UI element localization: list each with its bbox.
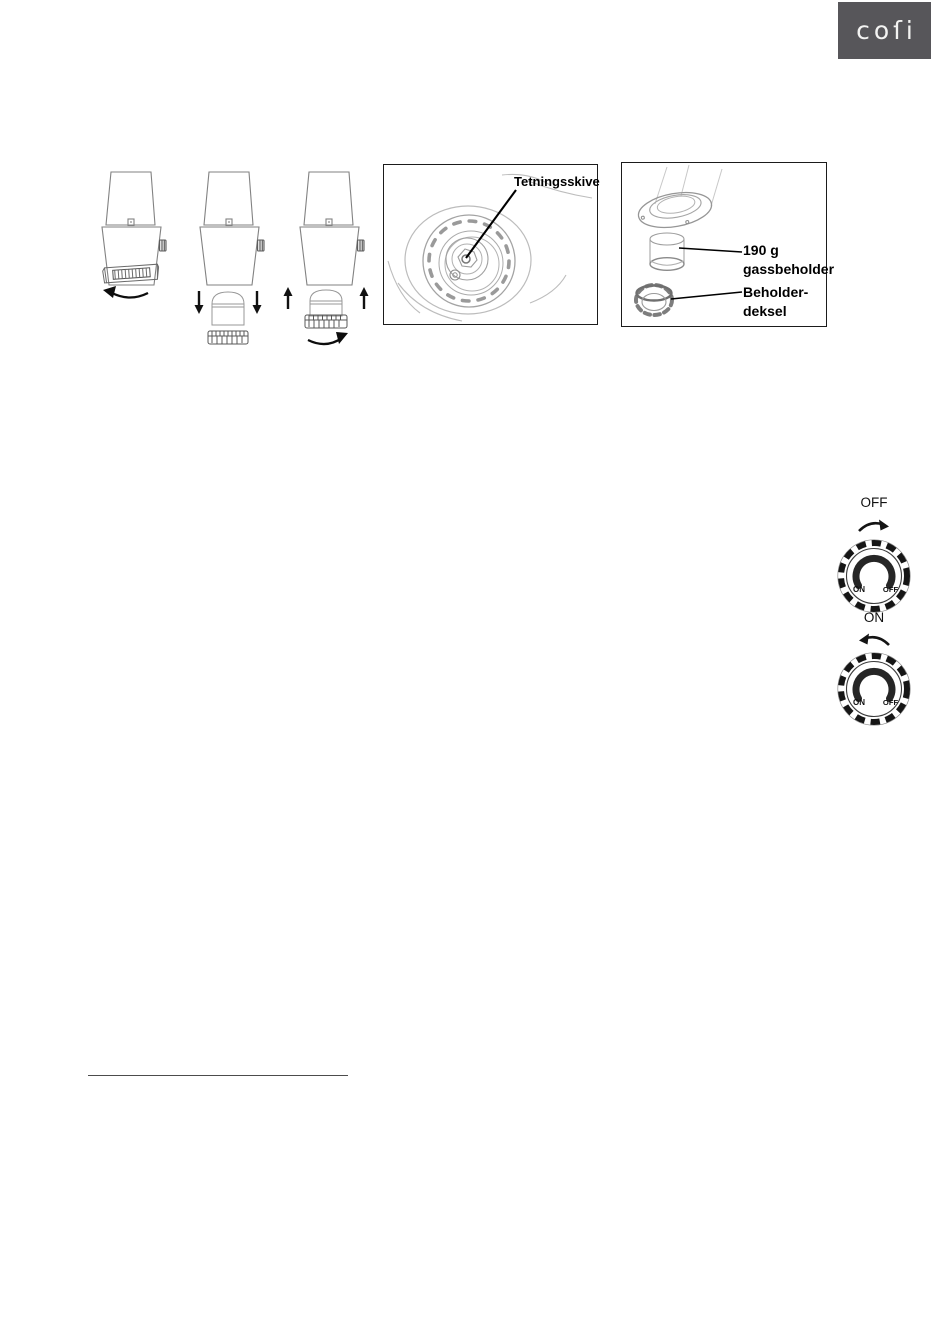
cartridge-cap bbox=[636, 285, 672, 315]
cartridge-hatch bbox=[103, 264, 160, 283]
cartridge-cap bbox=[305, 315, 347, 328]
figure-lantern-body-2 bbox=[188, 168, 272, 288]
gas-cartridge bbox=[650, 233, 684, 270]
cartridge-frame bbox=[621, 162, 835, 327]
figure-screw-cartridge bbox=[278, 287, 374, 351]
cartridge-cap-label: Beholder- deksel bbox=[743, 284, 809, 319]
arrow-down-icon bbox=[195, 291, 204, 314]
control-dial-on-position bbox=[835, 650, 913, 728]
footnote-divider bbox=[88, 1075, 348, 1076]
dial-on-label: ON bbox=[853, 585, 865, 594]
arrow-down-icon bbox=[253, 291, 262, 314]
rotate-cw-arrow-icon bbox=[855, 518, 893, 534]
dial-on-title: ON bbox=[863, 610, 885, 625]
dial-on-label: ON bbox=[853, 698, 865, 707]
figure-lantern-open-base bbox=[90, 168, 174, 304]
gas-cartridge bbox=[310, 290, 342, 316]
rotate-ccw-arrow-icon bbox=[103, 286, 148, 298]
label-pointer-line bbox=[679, 248, 742, 252]
dial-off-label: OFF bbox=[882, 698, 899, 707]
seal-disc-label: Tetningsskive bbox=[514, 174, 600, 189]
figure-insert-cartridge bbox=[186, 287, 270, 351]
dial-off-label: OFF bbox=[882, 585, 899, 594]
rotate-cw-arrow-icon bbox=[308, 332, 348, 344]
arrow-up-icon bbox=[360, 287, 369, 309]
gas-cartridge bbox=[212, 292, 244, 325]
figure-lantern-body-3 bbox=[288, 168, 372, 288]
label-pointer-line bbox=[671, 292, 742, 299]
burner-base-bottom bbox=[636, 187, 715, 232]
dial-off-title: OFF bbox=[860, 495, 888, 510]
cosi-logo-text: coſi bbox=[856, 16, 917, 45]
rotate-ccw-arrow-icon bbox=[855, 632, 893, 648]
cartridge-weight-label: 190 g gassbeholder bbox=[743, 242, 835, 277]
seal-disc-frame bbox=[383, 164, 598, 325]
cartridge-cap bbox=[208, 331, 248, 344]
arrow-up-icon bbox=[284, 287, 293, 309]
cosi-logo bbox=[838, 2, 931, 59]
control-dial-off-position bbox=[835, 537, 913, 615]
